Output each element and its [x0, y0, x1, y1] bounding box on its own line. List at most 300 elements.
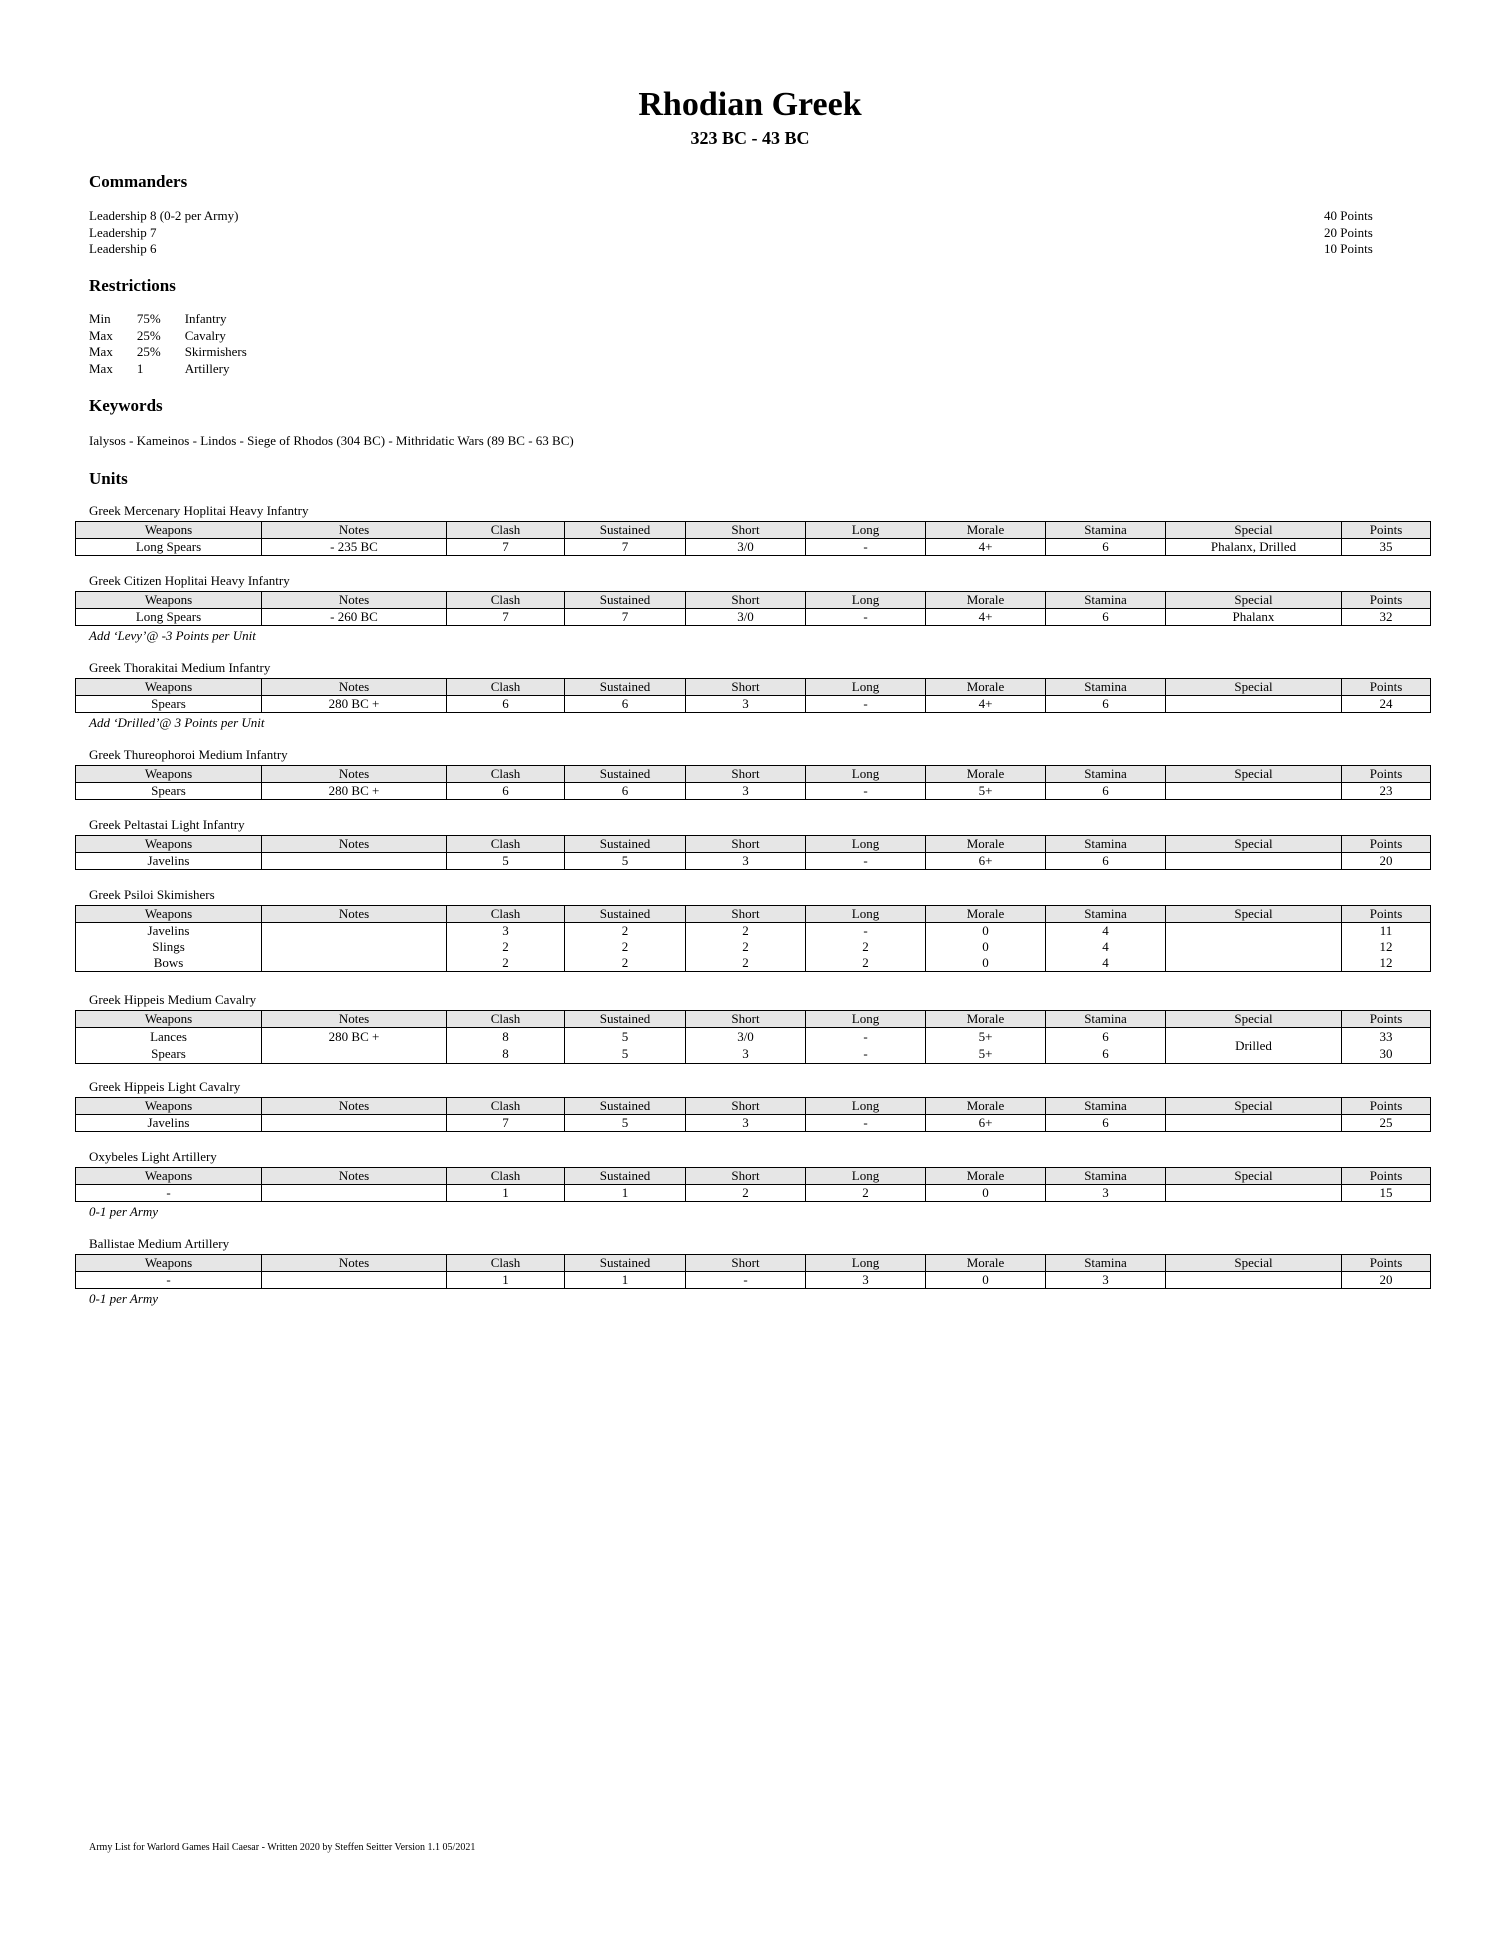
column-header: Long: [806, 1098, 926, 1115]
column-header: Sustained: [565, 1255, 686, 1272]
column-header: Stamina: [1046, 836, 1166, 853]
column-header: Sustained: [565, 906, 686, 923]
table-cell: 8: [447, 1028, 565, 1046]
table-cell: 20: [1342, 853, 1431, 870]
column-header: Clash: [447, 522, 565, 539]
table-cell: 3/0: [686, 539, 806, 556]
table-row: [76, 696, 1431, 713]
column-header: Stamina: [1046, 1011, 1166, 1028]
table-cell: 2: [447, 955, 565, 972]
column-header: Long: [806, 1011, 926, 1028]
table-cell: 23: [1342, 783, 1431, 800]
unit-name: Greek Citizen Hoplitai Heavy Infantry: [89, 573, 290, 588]
column-header: Sustained: [565, 592, 686, 609]
table-cell: [262, 1115, 447, 1132]
table-cell: Slings: [152, 939, 185, 954]
restriction-row: [89, 361, 271, 378]
column-header: Stamina: [1046, 1255, 1166, 1272]
column-header: Sustained: [565, 1168, 686, 1185]
table-cell: 7: [565, 609, 686, 626]
column-header: Morale: [926, 766, 1046, 783]
table-cell: 2: [686, 939, 806, 955]
column-header: Special: [1166, 592, 1342, 609]
commanders-heading: Commanders: [89, 172, 188, 191]
table-cell: Javelins: [147, 1115, 190, 1130]
table-cell: [262, 955, 447, 972]
table-cell: 5: [565, 1046, 686, 1064]
table-cell: 3: [1046, 1185, 1166, 1202]
table-cell: [262, 1185, 447, 1202]
column-header: Stamina: [1046, 522, 1166, 539]
column-header: Special: [1166, 906, 1342, 923]
restriction-type: Infantry: [184, 311, 227, 326]
table-header-row: [76, 1011, 1431, 1028]
column-header: Points: [1342, 522, 1431, 539]
column-header: Clash: [447, 592, 565, 609]
commanders-list: [89, 208, 1389, 258]
restriction-row: [89, 344, 271, 361]
column-header: Long: [806, 522, 926, 539]
table-cell: Drilled: [1166, 1028, 1342, 1064]
table-cell: 3: [686, 696, 806, 713]
column-header: Notes: [262, 522, 447, 539]
table-cell: 6+: [926, 1115, 1046, 1132]
column-header: Sustained: [565, 522, 686, 539]
column-header: Long: [806, 906, 926, 923]
table-cell: 1: [447, 1272, 565, 1289]
table-cell: -: [806, 783, 926, 800]
column-header: Stamina: [1046, 679, 1166, 696]
table-cell: 12: [1342, 939, 1431, 955]
column-header: Short: [686, 1168, 806, 1185]
column-header: Long: [806, 592, 926, 609]
unit-note: Add ‘Levy’@ -3 Points per Unit: [89, 628, 256, 643]
table-cell: 5+: [926, 1046, 1046, 1064]
column-header: Morale: [926, 522, 1046, 539]
table-cell: 33: [1342, 1028, 1431, 1046]
column-header: Morale: [926, 906, 1046, 923]
unit-name: Greek Peltastai Light Infantry: [89, 817, 245, 832]
table-cell: 3: [806, 1272, 926, 1289]
table-cell: [1166, 1185, 1342, 1202]
column-header: Weapons: [76, 836, 262, 853]
column-header: Special: [1166, 836, 1342, 853]
table-cell: 4: [1046, 923, 1166, 940]
unit-stats-table: [75, 678, 1431, 713]
table-cell: -: [166, 1185, 171, 1200]
restriction-row: [89, 311, 271, 328]
unit-name: Greek Mercenary Hoplitai Heavy Infantry: [89, 503, 309, 518]
restriction-type: Artillery: [184, 360, 230, 376]
table-cell: - 235 BC: [262, 539, 447, 556]
column-header: Weapons: [76, 592, 262, 609]
table-cell: 8: [447, 1046, 565, 1064]
table-cell: 3/0: [686, 609, 806, 626]
column-header: Notes: [262, 1255, 447, 1272]
restrictions-heading: Restrictions: [89, 276, 176, 295]
table-header-row: [76, 592, 1431, 609]
table-cell: 3: [686, 783, 806, 800]
table-row: [76, 609, 1431, 626]
unit-name: Greek Psiloi Skimishers: [89, 887, 215, 902]
table-cell: 2: [565, 939, 686, 955]
column-header: Sustained: [565, 1011, 686, 1028]
table-cell: 7: [447, 1115, 565, 1132]
column-header: Notes: [262, 1011, 447, 1028]
unit-stats-table: [75, 1097, 1431, 1132]
table-cell: 2: [686, 955, 806, 972]
column-header: Clash: [447, 679, 565, 696]
table-cell: 4+: [926, 539, 1046, 556]
table-cell: 32: [1342, 609, 1431, 626]
column-header: Notes: [262, 906, 447, 923]
column-header: Short: [686, 1098, 806, 1115]
unit-name: Greek Hippeis Medium Cavalry: [89, 992, 257, 1007]
page-footer: Army List for Warlord Games Hail Caesar - Written 2020 by Steffen Seitter Version 1.1 05/2021: [89, 1842, 476, 1853]
column-header: Long: [806, 1168, 926, 1185]
table-cell: Long Spears: [135, 539, 202, 554]
table-cell: 280 BC +: [262, 1028, 447, 1046]
table-cell: 6: [447, 696, 565, 713]
table-cell: 5: [565, 1115, 686, 1132]
commander-points: 10 Points: [1324, 241, 1373, 256]
unit-name: Oxybeles Light Artillery: [89, 1149, 217, 1164]
column-header: Points: [1342, 1098, 1431, 1115]
column-header: Stamina: [1046, 906, 1166, 923]
table-row: [76, 1272, 1431, 1289]
column-header: Weapons: [76, 1168, 262, 1185]
table-cell: 7: [447, 539, 565, 556]
table-cell: 5: [565, 1028, 686, 1046]
column-header: Special: [1166, 766, 1342, 783]
column-header: Morale: [926, 1098, 1046, 1115]
column-header: Short: [686, 679, 806, 696]
column-header: Clash: [447, 906, 565, 923]
unit-name: Greek Hippeis Light Cavalry: [89, 1079, 241, 1094]
column-header: Weapons: [76, 906, 262, 923]
table-cell: 5+: [926, 1028, 1046, 1046]
table-cell: 7: [565, 539, 686, 556]
unit-note: Add ‘Drilled’@ 3 Points per Unit: [89, 715, 265, 730]
table-cell: [1166, 923, 1342, 940]
table-cell: 4: [1046, 939, 1166, 955]
column-header: Long: [806, 679, 926, 696]
table-cell: -: [166, 1272, 171, 1287]
table-cell: 3: [447, 923, 565, 940]
column-header: Stamina: [1046, 1098, 1166, 1115]
column-header: Points: [1342, 906, 1431, 923]
restriction-type: Cavalry: [184, 327, 226, 343]
table-cell: [1166, 783, 1342, 800]
table-cell: 0: [926, 923, 1046, 940]
column-header: Morale: [926, 1168, 1046, 1185]
table-header-row: [76, 522, 1431, 539]
table-cell: -: [806, 1028, 926, 1046]
keywords-heading: Keywords: [89, 396, 163, 415]
table-cell: 3: [686, 1115, 806, 1132]
table-cell: 6: [1046, 609, 1166, 626]
column-header: Short: [686, 906, 806, 923]
table-cell: -: [806, 1115, 926, 1132]
unit-stats-table: [75, 521, 1431, 556]
table-cell: -: [806, 853, 926, 870]
column-header: Morale: [926, 679, 1046, 696]
column-header: Clash: [447, 766, 565, 783]
column-header: Special: [1166, 522, 1342, 539]
table-row: [76, 955, 1431, 972]
table-cell: 15: [1342, 1185, 1431, 1202]
table-cell: -: [686, 1272, 806, 1289]
table-cell: 7: [447, 609, 565, 626]
column-header: Points: [1342, 1255, 1431, 1272]
column-header: Long: [806, 766, 926, 783]
restriction-value: 1: [136, 360, 144, 376]
column-header: Weapons: [76, 522, 262, 539]
commander-points: 20 Points: [1324, 224, 1373, 240]
table-cell: 3: [686, 1046, 806, 1064]
table-cell: 30: [1342, 1046, 1431, 1064]
column-header: Clash: [447, 1011, 565, 1028]
table-cell: Javelins: [147, 853, 190, 868]
table-cell: 20: [1342, 1272, 1431, 1289]
column-header: Clash: [447, 1168, 565, 1185]
column-header: Clash: [447, 836, 565, 853]
table-cell: 6: [1046, 1046, 1166, 1064]
table-row: [76, 1185, 1431, 1202]
column-header: Short: [686, 592, 806, 609]
table-cell: 6: [1046, 696, 1166, 713]
restriction-value: 25%: [136, 344, 161, 359]
column-header: Short: [686, 1255, 806, 1272]
units-heading: Units: [89, 469, 128, 488]
column-header: Notes: [262, 766, 447, 783]
table-row: [76, 939, 1431, 955]
table-cell: - 260 BC: [262, 609, 447, 626]
column-header: Sustained: [565, 1098, 686, 1115]
column-header: Points: [1342, 679, 1431, 696]
table-cell: [262, 923, 447, 940]
column-header: Clash: [447, 1255, 565, 1272]
column-header: Short: [686, 522, 806, 539]
table-cell: [1166, 1115, 1342, 1132]
page-subtitle: 323 BC - 43 BC: [690, 128, 810, 148]
unit-stats-table: [75, 905, 1431, 972]
table-row: [76, 923, 1431, 940]
table-cell: 6: [1046, 1028, 1166, 1046]
commander-row: [89, 225, 1389, 242]
table-cell: 2: [565, 955, 686, 972]
table-row: [76, 539, 1431, 556]
table-cell: [262, 853, 447, 870]
column-header: Morale: [926, 836, 1046, 853]
column-header: Weapons: [76, 1255, 262, 1272]
column-header: Notes: [262, 1098, 447, 1115]
table-cell: 3/0: [686, 1028, 806, 1046]
column-header: Stamina: [1046, 766, 1166, 783]
table-cell: Spears: [151, 696, 186, 711]
restriction-type: Skirmishers: [184, 344, 247, 359]
table-cell: 6: [1046, 853, 1166, 870]
table-header-row: [76, 1255, 1431, 1272]
restriction-row: [89, 328, 271, 345]
table-cell: 0: [926, 955, 1046, 972]
column-header: Weapons: [76, 766, 262, 783]
column-header: Stamina: [1046, 1168, 1166, 1185]
column-header: Special: [1166, 1255, 1342, 1272]
column-header: Short: [686, 1011, 806, 1028]
table-cell: 1: [565, 1272, 686, 1289]
table-header-row: [76, 766, 1431, 783]
table-row: [76, 853, 1431, 870]
table-cell: 11: [1342, 923, 1431, 940]
table-cell: Javelins: [147, 923, 190, 938]
table-cell: -: [806, 539, 926, 556]
unit-stats-table: [75, 591, 1431, 626]
table-header-row: [76, 836, 1431, 853]
column-header: Points: [1342, 836, 1431, 853]
column-header: Special: [1166, 1098, 1342, 1115]
table-cell: 6+: [926, 853, 1046, 870]
restriction-limit: Max: [89, 360, 113, 376]
unit-name: Greek Thorakitai Medium Infantry: [89, 660, 271, 675]
column-header: Points: [1342, 1168, 1431, 1185]
table-cell: Spears: [151, 783, 186, 798]
column-header: Weapons: [76, 679, 262, 696]
table-row: [76, 1115, 1431, 1132]
table-cell: 2: [806, 939, 926, 955]
column-header: Weapons: [76, 1098, 262, 1115]
table-cell: 5+: [926, 783, 1046, 800]
column-header: Stamina: [1046, 592, 1166, 609]
table-cell: 1: [565, 1185, 686, 1202]
table-cell: Lances: [150, 1028, 187, 1044]
table-cell: 2: [565, 923, 686, 940]
column-header: Notes: [262, 679, 447, 696]
page-title: Rhodian Greek: [638, 86, 862, 123]
table-cell: [262, 1272, 447, 1289]
table-cell: 4: [1046, 955, 1166, 972]
table-cell: 4+: [926, 609, 1046, 626]
column-header: Notes: [262, 1168, 447, 1185]
table-header-row: [76, 1168, 1431, 1185]
restrictions-table: [89, 311, 271, 377]
table-cell: 35: [1342, 539, 1431, 556]
table-cell: 24: [1342, 696, 1431, 713]
table-cell: 6: [565, 783, 686, 800]
table-cell: 3: [1046, 1272, 1166, 1289]
table-cell: 2: [806, 955, 926, 972]
table-cell: 2: [806, 1185, 926, 1202]
keywords-text: Ialysos - Kameinos - Lindos - Siege of Rhodos (304 BC) - Mithridatic Wars (89 BC - 63 BC): [89, 433, 574, 448]
table-cell: Long Spears: [135, 609, 202, 624]
column-header: Points: [1342, 766, 1431, 783]
table-cell: 280 BC +: [262, 696, 447, 713]
column-header: Morale: [926, 1255, 1046, 1272]
table-cell: 0: [926, 939, 1046, 955]
table-row: [76, 783, 1431, 800]
table-cell: [1166, 955, 1342, 972]
table-cell: [1166, 1272, 1342, 1289]
column-header: Special: [1166, 1168, 1342, 1185]
column-header: Long: [806, 836, 926, 853]
column-header: Sustained: [565, 766, 686, 783]
table-cell: 280 BC +: [262, 783, 447, 800]
column-header: Morale: [926, 1011, 1046, 1028]
table-cell: -: [806, 696, 926, 713]
table-cell: [262, 939, 447, 955]
table-cell: 0: [926, 1272, 1046, 1289]
table-cell: -: [806, 923, 926, 940]
table-cell: 0: [926, 1185, 1046, 1202]
column-header: Points: [1342, 1011, 1431, 1028]
unit-stats-table: [75, 1254, 1431, 1289]
table-cell: 4+: [926, 696, 1046, 713]
column-header: Short: [686, 766, 806, 783]
table-cell: 25: [1342, 1115, 1431, 1132]
table-cell: 6: [1046, 539, 1166, 556]
column-header: Points: [1342, 592, 1431, 609]
table-cell: 6: [447, 783, 565, 800]
column-header: Sustained: [565, 836, 686, 853]
table-cell: 5: [565, 853, 686, 870]
column-header: Special: [1166, 1011, 1342, 1028]
commander-name: Leadership 7: [89, 224, 157, 240]
table-cell: 6: [565, 696, 686, 713]
unit-note: 0-1 per Army: [89, 1291, 159, 1306]
column-header: Notes: [262, 836, 447, 853]
table-cell: 5: [447, 853, 565, 870]
table-cell: 6: [1046, 783, 1166, 800]
commander-name: Leadership 6: [89, 241, 157, 256]
restriction-limit: Max: [89, 344, 113, 359]
restriction-limit: Max: [89, 327, 113, 343]
table-cell: 1: [447, 1185, 565, 1202]
table-row: [76, 1028, 1431, 1046]
unit-stats-table: [75, 765, 1431, 800]
commander-points: 40 Points: [1324, 208, 1373, 223]
table-cell: [262, 1046, 447, 1064]
commander-row: [89, 208, 1389, 225]
column-header: Morale: [926, 592, 1046, 609]
unit-stats-table: [75, 835, 1431, 870]
table-cell: -: [806, 609, 926, 626]
unit-name: Ballistae Medium Artillery: [89, 1236, 230, 1251]
column-header: Notes: [262, 592, 447, 609]
unit-note: 0-1 per Army: [89, 1204, 159, 1219]
table-cell: 12: [1342, 955, 1431, 972]
column-header: Sustained: [565, 679, 686, 696]
table-header-row: [76, 679, 1431, 696]
column-header: Special: [1166, 679, 1342, 696]
unit-stats-table: [75, 1167, 1431, 1202]
restriction-limit: Min: [89, 311, 111, 326]
restriction-value: 75%: [136, 311, 161, 326]
table-cell: -: [806, 1046, 926, 1064]
table-cell: Phalanx, Drilled: [1166, 539, 1342, 556]
restriction-value: 25%: [136, 327, 161, 343]
commander-row: [89, 241, 1389, 258]
column-header: Clash: [447, 1098, 565, 1115]
table-cell: [1166, 696, 1342, 713]
table-cell: 2: [447, 939, 565, 955]
table-cell: [1166, 939, 1342, 955]
table-cell: Bows: [153, 955, 184, 970]
table-cell: 6: [1046, 1115, 1166, 1132]
table-cell: Spears: [151, 1046, 186, 1062]
table-header-row: [76, 1098, 1431, 1115]
table-cell: 2: [686, 1185, 806, 1202]
column-header: Short: [686, 836, 806, 853]
